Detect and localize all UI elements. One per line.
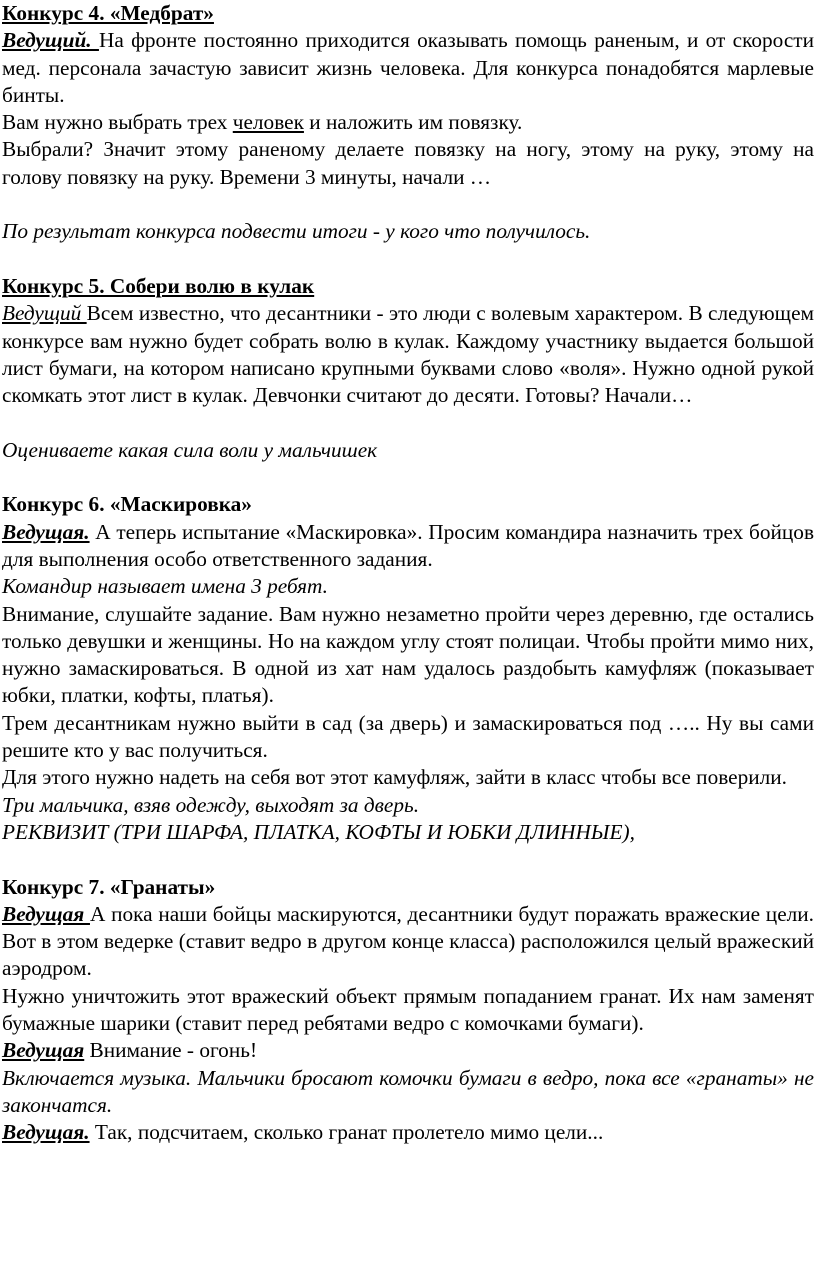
contest-6-text-1: А теперь испытание «Маскировка». Просим командира назначить трех бойцов для выполнения особо ответственного задания. [2,519,814,571]
contest-6-paragraph-3: Трем десантникам нужно выйти в сад (за дверь) и замаскироваться под ….. Ну вы сами решите кто у вас получиться. [2,710,814,763]
contest-5-text-1: Всем известно, что десантники - это люди с волевым характером. В следующем конкурсе вам нужно будет собрать волю в кулак. Каждому участнику выдается большой лист бумаги, на котором написано крупными буквами слово «воля». Нужно одной рукой скомкать этот лист в кулак. Девчонки считают до десяти. Готовы? Начали… [2,301,815,408]
contest-4-heading: Конкурс 4. «Медбрат» [2,1,214,25]
contest-7-speaker: Ведущая [2,901,90,926]
contest-7-title [2,874,814,901]
spacer [2,464,814,491]
contest-4-speaker: Ведущий. [2,28,99,53]
contest-5-title [2,273,814,300]
contest-6-paragraph-4: Для этого нужно надеть на себя вот этот камуфляж, зайти в класс чтобы все поверили. [2,765,787,790]
contest-6-heading: Конкурс 6. «Маскировка» [2,492,252,517]
contest-6-note-3: РЕКВИЗИТ (ТРИ ШАРФА, ПЛАТКА, КОФТЫ И ЮБКИ ДЛИННЫЕ), [2,819,635,844]
contest-4-text-2a: Вам нужно выбрать трех [2,110,233,135]
contest-6-title [2,491,814,518]
contest-7-paragraph-4 [2,1119,814,1146]
contest-5-paragraph-1 [2,300,814,409]
contest-4-text-2-underlined: человек [232,110,304,135]
contest-7-text-4: Так, подсчитаем, сколько гранат пролетело мимо цели... [89,1120,604,1145]
contest-4-title [2,0,814,27]
contest-7-text-3: Внимание - огонь! [84,1038,258,1063]
contest-7-note: Включается музыка. Мальчики бросают комочки бумаги в ведро, пока все «гранаты» не закончатся. [2,1065,814,1117]
contest-4-text-1: На фронте постоянно приходится оказывать помощь раненым, и от скорости мед. персонала зачастую зависит жизнь человека. Для конкурса понадобятся марлевые бинты. [2,28,814,107]
contest-5-note: Оцениваете какая сила воли у мальчишек [2,437,378,462]
contest-6-note-2: Три мальчика, взяв одежду, выходят за дверь. [2,792,420,817]
contest-4-paragraph-1 [2,27,814,109]
contest-6-paragraph-2: Внимание, слушайте задание. Вам нужно незаметно пройти через деревню, где остались только девушки и женщины. Но на каждом углу стоят полицаи. Чтобы пройти мимо них, нужно замаскироваться. В одной из хат нам удалось раздобыть камуфляж (показывает юбки, платки, кофты, платья). [2,601,814,708]
contest-5-heading: Конкурс 5. Собери волю в кулак [2,273,315,298]
contest-5-speaker: Ведущий [2,301,87,326]
contest-7-speaker-2: Ведущая [2,1038,85,1063]
contest-7-paragraph-2: Нужно уничтожить этот вражеский объект прямым попаданием гранат. Их нам заменят бумажные шарики (ставит перед ребятами ведро с комочками бумаги). [2,983,814,1035]
spacer [2,191,814,218]
contest-7-heading: Конкурс 7. «Гранаты» [2,874,216,899]
contest-6-paragraph-1 [2,519,814,574]
contest-6-speaker: Ведущая. [2,519,90,544]
contest-7-speaker-3: Ведущая. [2,1120,90,1145]
spacer [2,846,814,873]
contest-4-text-2b: и наложить им повязку. [303,110,523,135]
contest-4-paragraph-2 [2,109,814,136]
contest-7-paragraph-1 [2,901,814,983]
contest-7-paragraph-3 [2,1037,814,1064]
contest-4-paragraph-3: Выбрали? Значит этому раненому делаете повязку на ногу, этому на руку, этому на голову повязку на руку. Времени 3 минуты, начали … [2,137,814,189]
spacer [2,246,814,273]
contest-7-text-1: А пока наши бойцы маскируются, десантники будут поражать вражеские цели. Вот в этом ведерке (ставит ведро в другом конце класса) расположился целый вражеский аэродром. [2,901,814,981]
contest-4-note: По результат конкурса подвести итоги - у кого что получилось. [2,219,591,244]
spacer [2,409,814,436]
contest-6-note-1: Командир называет имена 3 ребят. [2,574,329,599]
